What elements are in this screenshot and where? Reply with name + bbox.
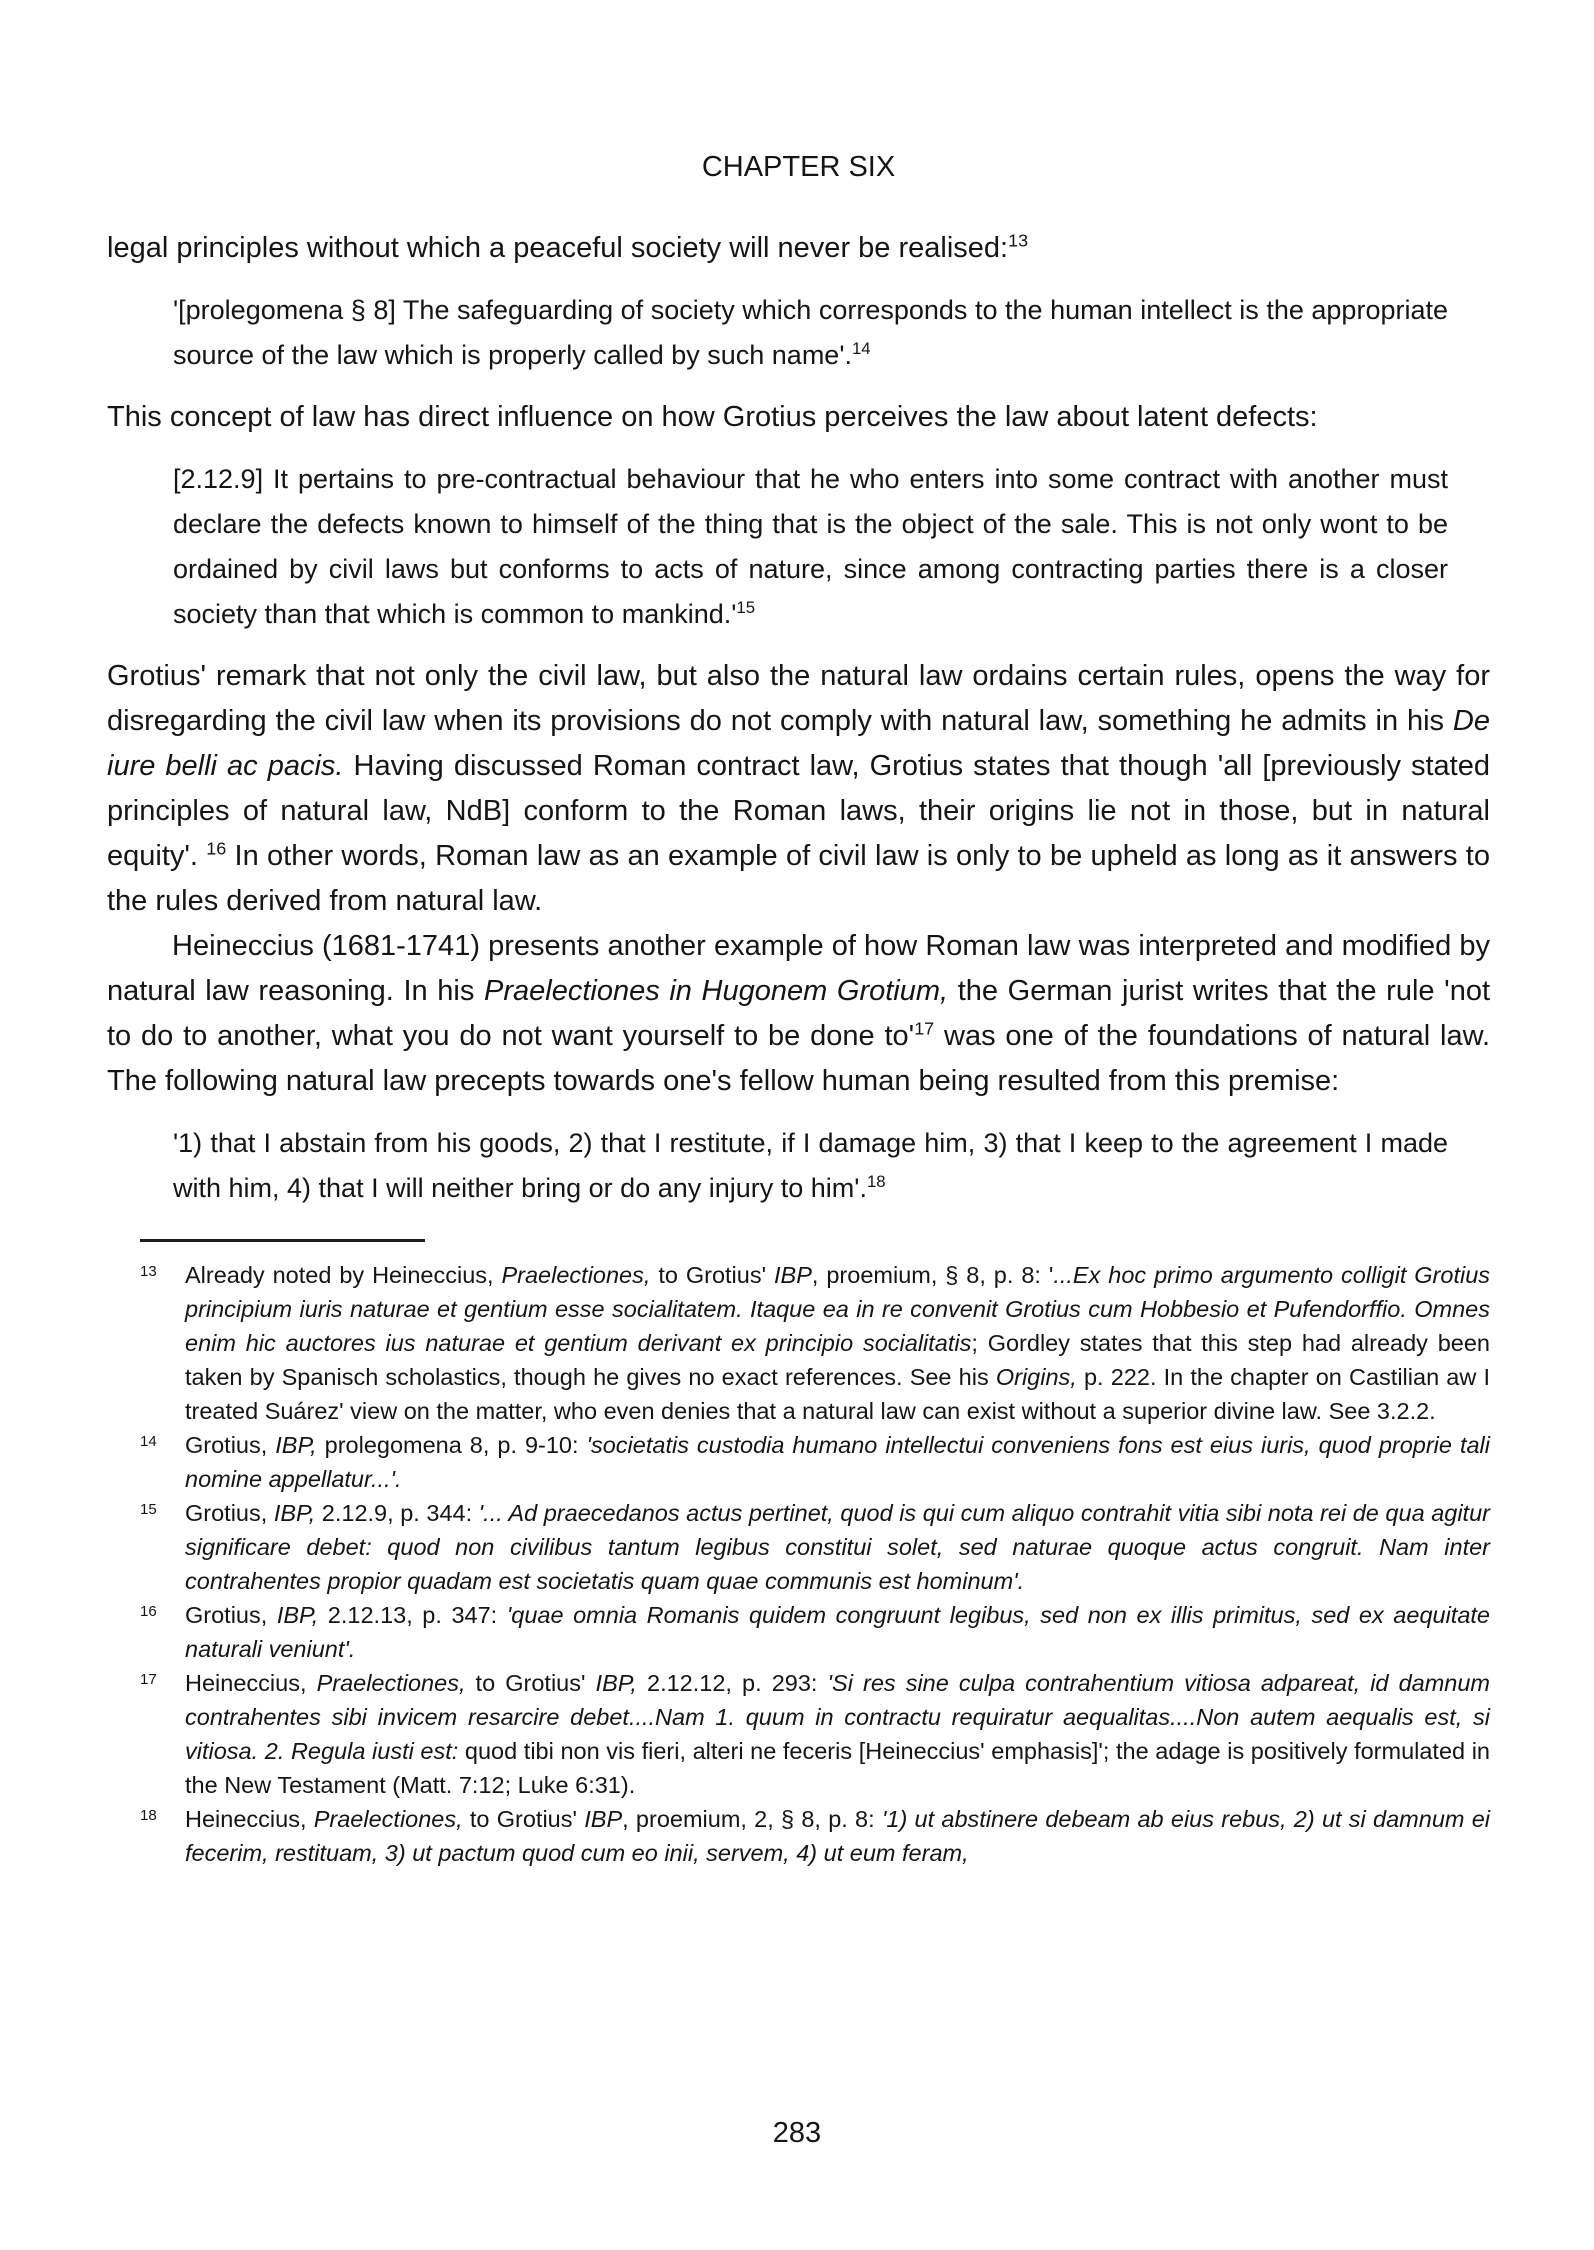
text-segment: ...Ex hoc primo argumento colligit Grotius principium iuris naturae et gentium esse socialitatem. Itaque ea in re convenit Grotius cum Hobbesio et Pufendorffio. Omnes enim hic auctores ius naturae et gentium derivant ex principio socialitatis [185,1262,1491,1356]
text-segment: '1) ut abstinere debeam ab eius rebus, 2) ut si damnum ei fecerim, restituam, 3) ut pactum quod cum eo inii, servem, 4) ut eum feram, [185,1806,1491,1866]
paragraph [107,395,1490,440]
footnote [107,1598,1490,1666]
body-text [107,226,1490,1211]
text-segment: IBP, [273,1500,316,1526]
text-segment: , proemium, § 8, p. 8: ' [811,1262,1054,1288]
text-segment: Grotius, [185,1602,277,1628]
text-segment: Origins, [995,1364,1077,1390]
footnote-text [185,1806,1490,1866]
footnote [107,1258,1490,1428]
footnote-separator-rule [140,1239,425,1242]
text-segment: Grotius' remark that not only the civil law, but also the natural law ordains certain rules, opens the way for disregarding the civil law when its provisions do not comply with natural law, something he admits in his [107,660,1490,737]
text-segment: Heineccius, [185,1806,314,1832]
footnote [107,1496,1490,1598]
text-segment: quod tibi non vis fieri, alteri ne feceris [Heineccius' emphasis]'; the adage is positively formulated in the New Testament (Matt. 7:12; Luke 6:31). [185,1738,1490,1798]
text-segment: Praelectiones, [501,1262,651,1288]
text-segment: IBP, [276,1602,319,1628]
text-segment: '... Ad praecedanos actus pertinet, quod is qui cum aliquo contrahit vitia sibi nota rei de qua agitur significare debet: quod non civilibus tantum legibus constitui solet, sed naturae quoque actus congruit. Nam inter contrahentes propior quadam est societatis quam quae communis est hominum'. [185,1500,1490,1594]
footnote-number: 17 [140,1671,157,1688]
text-segment: This concept of law has direct influence on how Grotius perceives the law about latent defects: [107,401,1318,433]
text-segment: Already noted by Heineccius, [185,1262,502,1288]
paragraph [107,924,1490,1104]
text-segment: Heineccius (1681-1741) presents another example of how Roman law was interpreted and modified by natural law reasoning. In his [107,930,1490,1007]
text-segment: prolegomena 8, p. 9-10: [316,1432,587,1458]
footnote-number: 13 [140,1263,157,1280]
footnote-reference: 13 [1008,230,1029,251]
text-segment: 2.12.9, p. 344: [315,1500,479,1526]
footnote-number: 18 [140,1807,157,1824]
text-segment: Having discussed Roman contract law, Grotius states that though 'all [previously stated principles of natural law, NdB] conform to the Roman laws, their origins lie not in those, but in natural equity'. [107,750,1490,872]
text-segment: to Grotius' [650,1262,775,1288]
text-segment: , proemium, 2, § 8, p. 8: [622,1806,882,1832]
footnote [107,1428,1490,1496]
text-segment: to Grotius' [462,1806,585,1832]
text-segment: 2.12.13, p. 347: [318,1602,507,1628]
block-quote [107,457,1490,637]
chapter-header: CHAPTER SIX [701,151,896,183]
block-quote [107,1121,1490,1211]
paragraph [107,226,1490,271]
text-segment: [2.12.9] It pertains to pre-contractual behaviour that he who enters into some contract with another must declare the defects known to himself of the thing that is the object of the sale. This is not only wont to be ordained by civil laws but conforms to acts of nature, since among contracting parties there is a closer society than that which is common to mankind.' [173,464,1448,629]
text-segment: '[prolegomena § 8] The safeguarding of society which corresponds to the human intellect is the appropriate source of the law which is properly called by such name'. [173,295,1448,370]
text-segment: ; Gordley states that this step had already been taken by Spanisch scholastics, though he gives no exact references. See his [185,1330,1491,1390]
footnote [107,1666,1490,1802]
footnote-reference: 14 [851,339,871,358]
footnote-text [185,1602,1490,1662]
footnote-text [185,1500,1490,1594]
text-segment: '1) that I abstain from his goods, 2) that I restitute, if I damage him, 3) that I keep to the agreement I made with him, 4) that I will neither bring or do any injury to him'. [173,1128,1448,1203]
text-segment: 'Si res sine culpa contrahentium vitiosa adpareat, id damnum contrahentes sibi invicem resarcire debet....Nam 1. quum in contractu requiratur aequalitas....Non autem aequalis est, si vitiosa. 2. Regula iusti est: [185,1670,1491,1764]
footnote-reference: 17 [914,1018,935,1039]
text-segment: 2.12.12, p. 293: [636,1670,828,1696]
text-segment: IBP, [595,1670,637,1696]
paragraph [107,654,1490,924]
text-segment: Grotius, [185,1500,274,1526]
text-segment: was one of the foundations of natural law. The following natural law precepts towards one's fellow human being resulted from this premise: [107,1020,1490,1097]
block-quote [107,288,1490,378]
footnote-text [185,1262,1490,1424]
text-segment: p. 222. In the chapter on Castilian aw I treated Suárez' view on the matter, who even denies that a natural law can exist without a superior divine law. See 3.2.2. [185,1364,1491,1424]
text-segment: IBP [774,1262,812,1288]
footnotes-section [107,1258,1490,1870]
text-segment: legal principles without which a peaceful society will never be realised: [107,232,1009,264]
text-segment: IBP, [275,1432,317,1458]
footnote-number: 16 [140,1603,157,1620]
text-segment: to Grotius' [465,1670,596,1696]
text-segment: IBP [584,1806,623,1832]
text-segment: In other words, Roman law as an example of civil law is only to be upheld as long as it answers to the rules derived from natural law. [107,840,1490,917]
footnote-reference: 16 [206,838,227,859]
footnote-number: 15 [140,1501,157,1518]
text-segment: the German jurist writes that the rule 'not to do to another, what you do not want yourself to be done to' [107,975,1491,1052]
text-segment: 'societatis custodia humano intellectui conveniens fons est eius iuris, quod proprie tali nomine appellatur...'. [185,1432,1490,1492]
text-segment: Praelectiones, [316,1670,466,1696]
footnote-number: 14 [140,1433,157,1450]
footnote-text [185,1432,1490,1492]
text-segment: Praelectiones in Hugonem Grotium, [484,975,949,1007]
footnote-reference: 18 [866,1172,886,1191]
text-segment: Praelectiones, [313,1806,463,1832]
page-number: 283 [772,2117,822,2149]
text-segment: Heineccius, [185,1670,317,1696]
text-segment: Grotius, [185,1432,276,1458]
footnote-text [185,1670,1490,1798]
text-segment: 'quae omnia Romanis quidem congruunt legibus, sed non ex illis primitus, sed ex aequitate naturali veniunt'. [185,1602,1490,1662]
footnote [107,1802,1490,1870]
text-segment: De iure belli ac pacis. [107,705,1490,782]
footnote-reference: 15 [736,598,756,617]
